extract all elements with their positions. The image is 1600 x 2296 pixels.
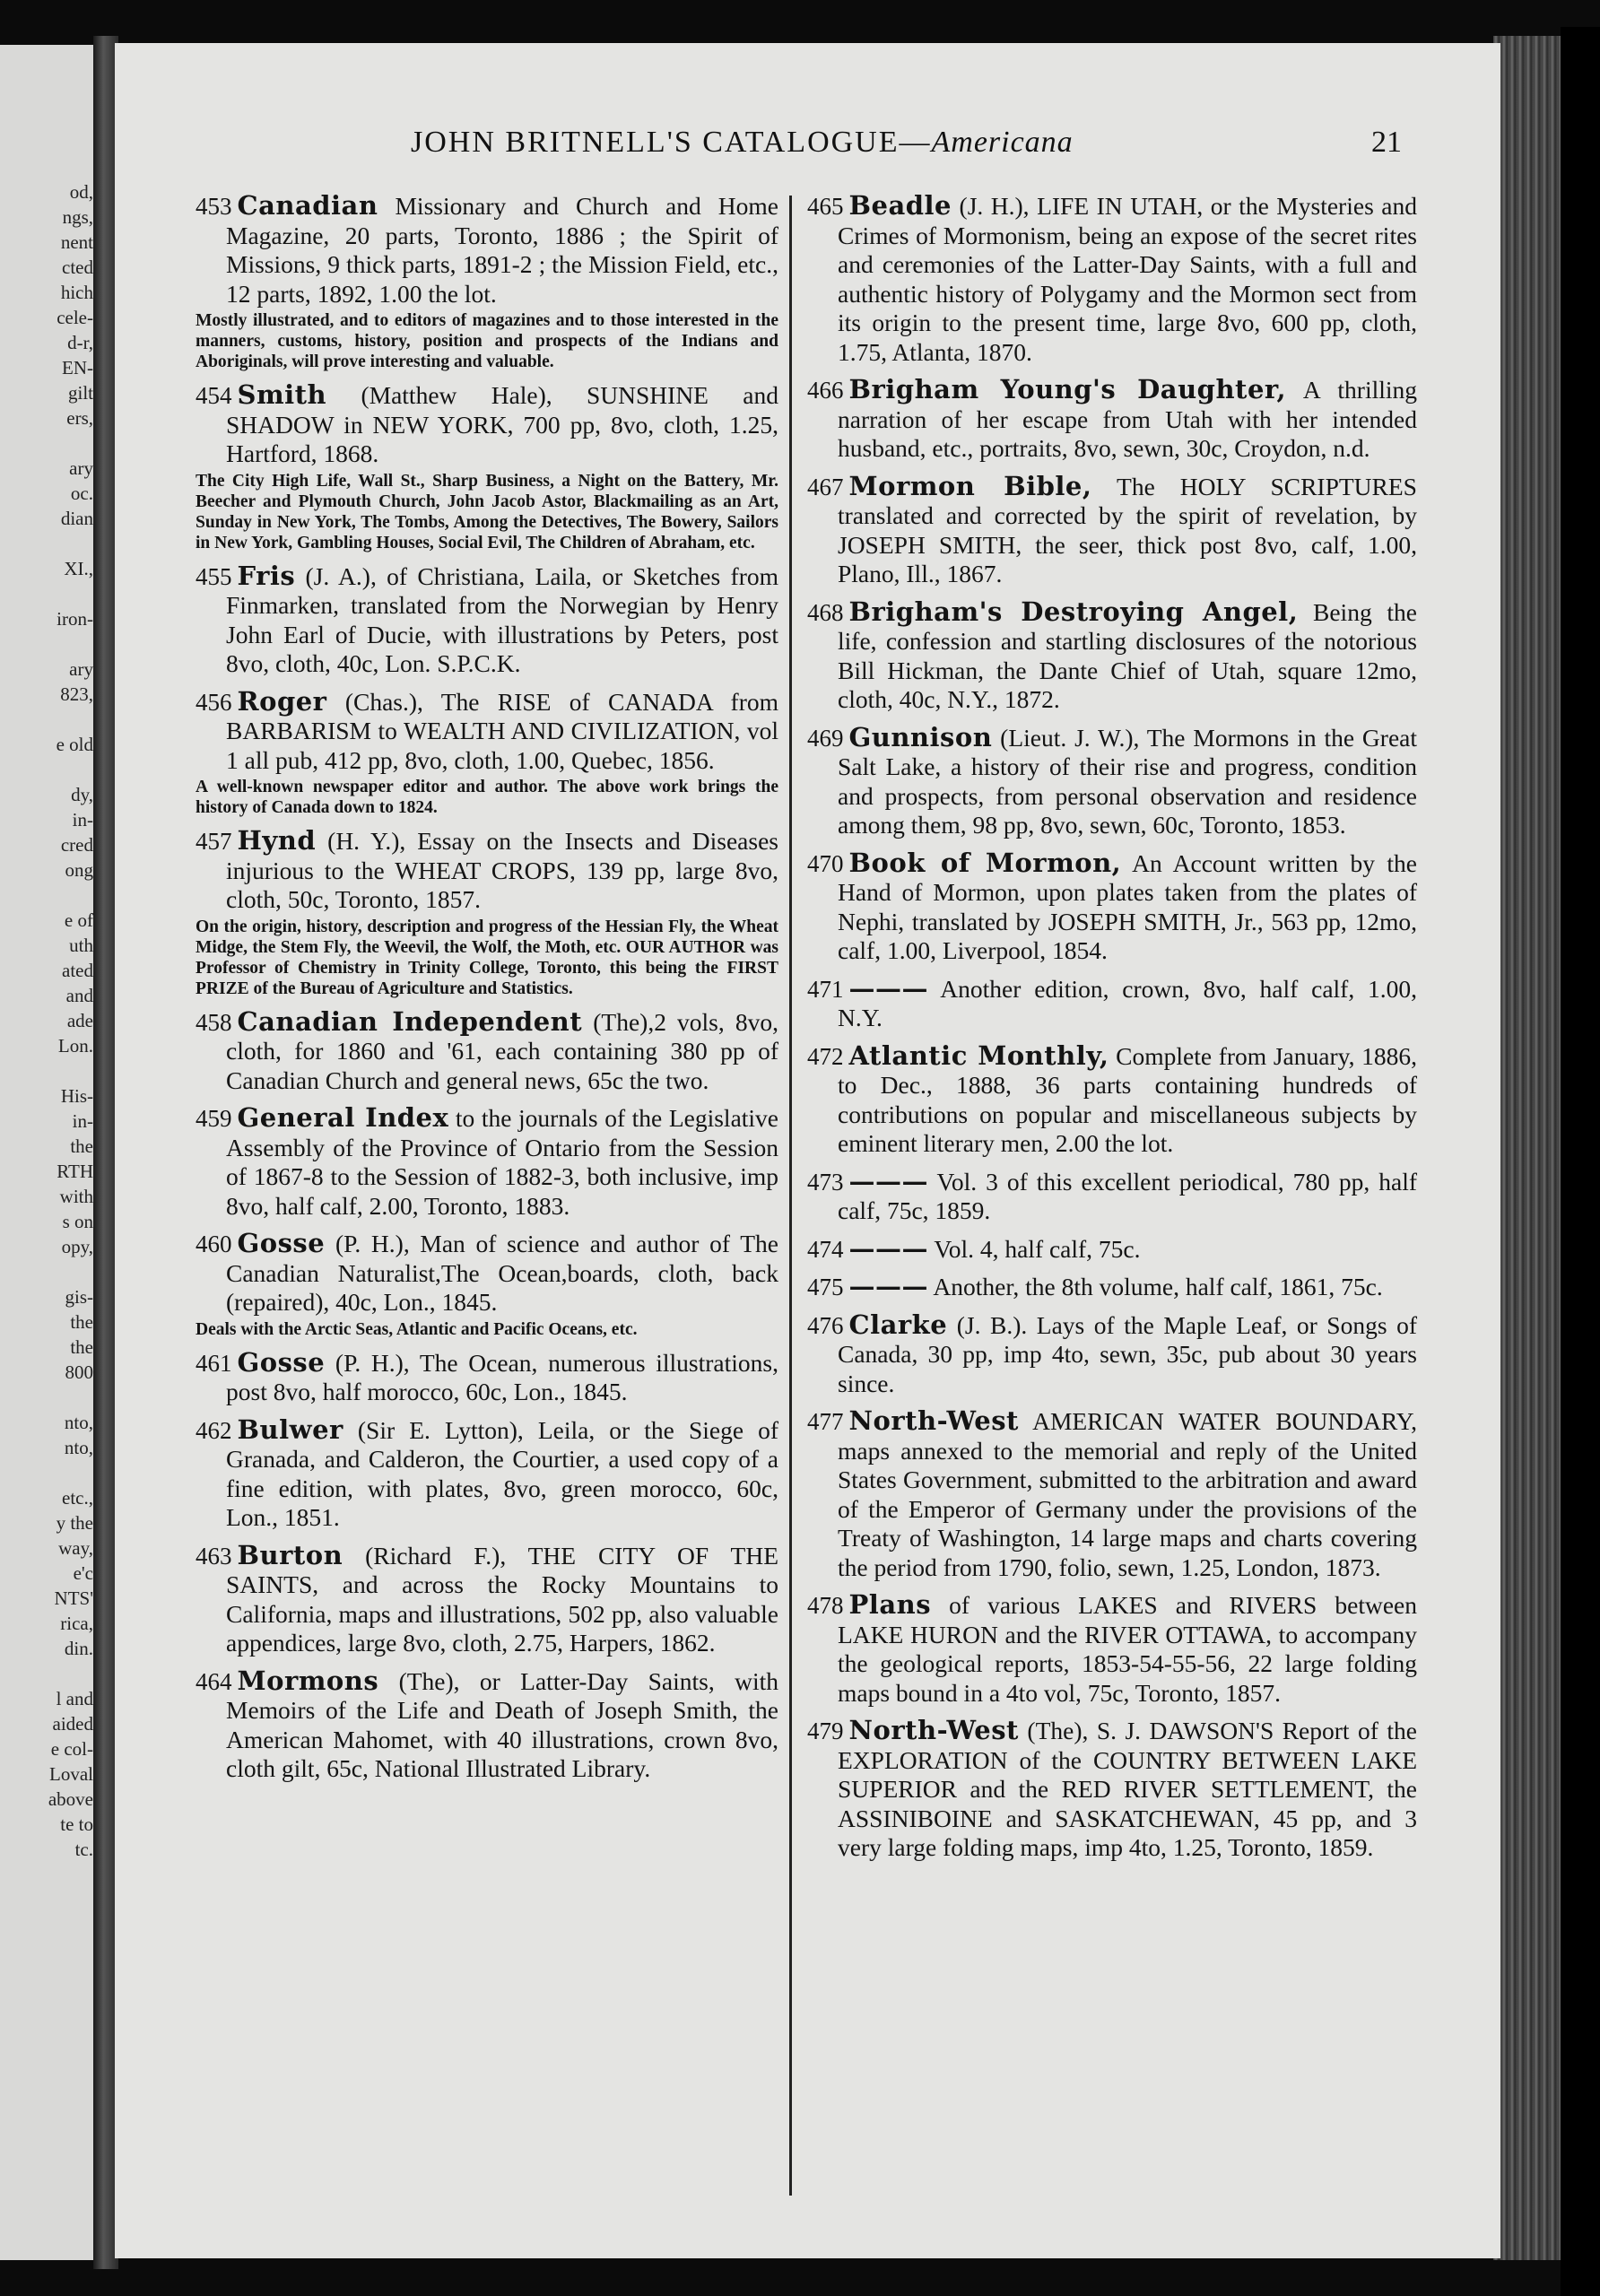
facing-page-fragment: ated [62, 960, 93, 981]
running-head-text: JOHN BRITNELL'S CATALOGUE— [411, 126, 932, 159]
catalogue-entry [196, 1348, 778, 1407]
facing-page-fragment: nto, [64, 1412, 93, 1433]
left-column [196, 191, 778, 1792]
facing-page-edge [0, 45, 99, 2260]
entry-number: 467 [807, 473, 844, 500]
entry-heading: Smith [237, 379, 327, 410]
page-stack-edge [1493, 36, 1565, 2260]
entry-note: A well-known newspaper editor and author. The above work brings the history of Canada down to 1824. [196, 778, 778, 817]
entry-number: 455 [196, 562, 232, 590]
facing-page-fragment: dian [60, 508, 93, 529]
facing-page-fragment: RTH [57, 1161, 93, 1182]
entry-body [196, 1103, 778, 1221]
catalogue-entry [196, 561, 778, 679]
entry-note: Deals with the Arctic Seas, Atlantic and Pacific Oceans, etc. [196, 1319, 638, 1339]
facing-page-fragment: XI., [64, 558, 93, 579]
entry-number: 473 [807, 1168, 844, 1196]
entry-description: of various LAKES and RIVERS between LAKE HURON and the RIVER OTTAWA, to accompany the geological reports, 1853-54-55-56, 22 large folding maps bound in a 4to vol, 75c, Toronto, 1857. [838, 1591, 1417, 1707]
facing-page-fragment: ngs, [62, 206, 93, 228]
entry-description: (H. Y.), Essay on the Insects and Diseases injurious to the WHEAT CROPS, 139 pp, large 8vo, cloth, 50c, Toronto, 1857. [226, 827, 779, 913]
entry-body [807, 1590, 1417, 1708]
column-divider [789, 196, 792, 2196]
catalogue-entry [807, 974, 1417, 1033]
entry-number: 457 [196, 828, 232, 855]
entry-body [807, 375, 1417, 464]
facing-page-fragment: rica, [60, 1613, 93, 1634]
entry-heading: Canadian [237, 190, 378, 221]
entry-heading: Bulwer [237, 1413, 343, 1445]
catalogue-entry [196, 191, 778, 372]
entry-body [807, 723, 1417, 840]
scan-background [1561, 27, 1600, 2296]
facing-page-fragment: e of [64, 909, 93, 931]
page-header [115, 117, 1500, 170]
entry-heading: ——— [848, 972, 928, 1004]
entry-heading: Atlantic Monthly, [848, 1039, 1109, 1071]
facing-page-fragment: EN- [62, 357, 93, 378]
entry-body [196, 1348, 778, 1407]
entry-number: 466 [807, 377, 844, 404]
facing-page-fragment [4, 707, 93, 732]
entry-heading: Gunnison [848, 721, 993, 752]
facing-page-fragment [4, 1058, 93, 1083]
entry-description: An Account written by the Hand of Mormon, upon plates taken from the plates of Nephi, translated by JOSEPH SMITH, Jr., 563 pp, 12mo, calf, 1.00, Liverpool, 1854. [838, 848, 1418, 964]
facing-page-fragment: gis- [65, 1286, 93, 1308]
facing-page-fragment: e'c [73, 1562, 93, 1584]
entry-heading: ——— [848, 1271, 928, 1301]
entry-heading: North-West [848, 1405, 1019, 1436]
entry-description: Missionary and Church and Home Magazine, 20 parts, Toronto, 1886 ; the Spirit of Missions, 9 thick parts, 1891-2 ; the Mission Field, etc., 12 parts, 1892, 1.00 the lot. [226, 192, 779, 308]
entry-heading: Book of Mormon, [848, 847, 1122, 878]
facing-page-fragment [4, 883, 93, 908]
entry-note: Mostly illustrated, and to editors of magazines and to those interested in the manners, customs, history, position and prospects of the Indians and Aboriginals, will prove interesting and valuable. [196, 311, 778, 371]
entry-description: (Sir E. Lytton), Leila, or the Siege of Granada, and Calderon, the Courtier, a used copy of a fine edition, with plates, 8vo, green morocco, 60c, Lon., 1851. [226, 1415, 779, 1531]
catalogue-entry [807, 1310, 1417, 1399]
entry-heading: ——— [848, 1232, 928, 1264]
page-number: 21 [1371, 126, 1402, 159]
facing-page-fragment: cele- [57, 307, 93, 328]
entry-body [807, 1272, 1417, 1302]
facing-page-fragment [4, 1661, 93, 1686]
entry-heading: Gosse [237, 1228, 326, 1258]
facing-page-fragment: above [48, 1788, 93, 1810]
entry-heading: Roger [237, 685, 327, 717]
facing-page-fragment: nent [60, 231, 93, 253]
entry-body [196, 1007, 778, 1096]
facing-page-fragment: din. [64, 1638, 93, 1659]
facing-page-fragment: His- [60, 1085, 93, 1107]
facing-page-fragment: aided [52, 1713, 93, 1735]
catalogue-page [115, 43, 1500, 2258]
facing-page-fragment: tc. [74, 1839, 93, 1860]
entry-description: to the journals of the Legislative Assembly of the Province of Ontario from the Session of 1867-8 to the Session of 1882-3, both inclusive, imp 8vo, half calf, 2.00, Toronto, 1883. [226, 1104, 779, 1220]
facing-page-fragment [4, 531, 93, 556]
catalogue-entry [196, 1007, 778, 1096]
entry-number: 475 [807, 1274, 844, 1300]
facing-page-fragment: e col- [50, 1738, 93, 1760]
entry-description: Being the life, confession and startling disclosures of the notorious Bill Hickman, the Dante Chief of Utah, square 12mo, cloth, 40c, N.Y., 1872. [838, 597, 1417, 713]
entry-number: 463 [196, 1542, 232, 1570]
right-column [807, 191, 1417, 1871]
facing-page-fragment: 800 [65, 1361, 93, 1383]
facing-page-fragment [4, 757, 93, 782]
entry-body [196, 1229, 778, 1318]
facing-page-fragment: ade [66, 1010, 93, 1031]
catalogue-entry [807, 848, 1417, 966]
facing-page-fragment: d-r, [67, 332, 93, 353]
catalogue-entry [807, 1234, 1417, 1265]
entry-body [807, 1041, 1417, 1159]
facing-page-fragment [4, 631, 93, 657]
entry-heading: Mormon Bible, [848, 470, 1092, 501]
facing-page-fragment: cted [62, 257, 93, 278]
entry-heading: ——— [848, 1165, 928, 1196]
facing-page-fragment: uth [69, 935, 93, 956]
entry-description: (The), or Latter-Day Saints, with Memoirs of the Life and Death of Joseph Smith, the American Mahomet, with 40 illustrations, crown 8vo, cloth gilt, 65c, National Illustrated Library. [226, 1666, 779, 1782]
facing-page-fragment: 823, [60, 683, 93, 705]
facing-page-fragment: the [70, 1336, 93, 1358]
catalogue-entry [196, 1103, 778, 1221]
entry-body [196, 561, 778, 679]
catalogue-entry [196, 687, 778, 819]
entry-number: 454 [196, 382, 232, 409]
entry-number: 478 [807, 1592, 844, 1619]
facing-page-fragment: ong [65, 859, 93, 881]
catalogue-entry [196, 1229, 778, 1340]
entry-number: 462 [196, 1416, 232, 1444]
entry-heading: Fris [237, 560, 296, 591]
entry-number: 453 [196, 193, 232, 220]
facing-page-fragment: ary [69, 658, 93, 680]
entry-description: Another, the 8th volume, half calf, 1861, 75c. [933, 1273, 1383, 1300]
entry-body [196, 1415, 778, 1533]
entry-description: Another edition, crown, 8vo, half calf, 1.00, N.Y. [838, 974, 1417, 1031]
entry-number: 456 [196, 688, 232, 716]
entry-heading: Burton [237, 1539, 343, 1570]
facing-page-fragment: l and [56, 1688, 93, 1709]
catalogue-entry [196, 1541, 778, 1658]
entry-number: 468 [807, 598, 844, 626]
facing-page-fragment: and [65, 985, 93, 1006]
entry-body [807, 472, 1417, 589]
entry-note: The City High Life, Wall St., Sharp Business, a Night on the Battery, Mr. Beecher and Plymouth Church, John Jacob Astor, Blackmailing as an Art, Sunday in New York, The Tombs, Among the Detectives, The Bowery, Sailors in New York, Gambling Houses, Social Evil, The Children of Abraham, etc. [196, 471, 778, 552]
entry-description: Vol. 3 of this excellent periodical, 780 pp, half calf, 75c, 1859. [838, 1167, 1417, 1224]
catalogue-entry [807, 1272, 1417, 1302]
entry-heading: North-West [848, 1715, 1019, 1745]
facing-page-fragment: nto, [64, 1437, 93, 1458]
entry-body [807, 1234, 1417, 1265]
entry-body [807, 848, 1417, 966]
facing-page-fragment: in- [72, 809, 93, 831]
catalogue-entry [807, 191, 1417, 367]
entry-number: 477 [807, 1408, 844, 1435]
facing-page-fragment: hich [60, 282, 93, 303]
entry-body [807, 1716, 1417, 1863]
facing-page-fragment: with [59, 1186, 93, 1207]
entry-heading: Gosse [237, 1346, 326, 1378]
entry-heading: Canadian Independent [237, 1005, 583, 1037]
entry-number: 459 [196, 1105, 232, 1132]
entry-description: Complete from January, 1886, to Dec., 1888, 36 parts containing hundreds of contributions on popular and miscellaneous subjects by eminent literary men, 2.00 the lot. [838, 1041, 1417, 1157]
entry-heading: Plans [848, 1589, 932, 1620]
facing-page-fragment: the [70, 1311, 93, 1333]
running-head [411, 126, 1074, 160]
entry-heading: Beadle [848, 190, 952, 221]
catalogue-entry [807, 1590, 1417, 1708]
entry-description: (Richard F.), THE CITY OF THE SAINTS, and across the Rocky Mountains to California, maps and illustrations, 502 pp, also valuable appendices, large 8vo, cloth, 2.75, Harpers, 1862. [226, 1541, 779, 1657]
entry-description: (Chas.), The RISE of CANADA from BARBARISM to WEALTH AND CIVILIZATION, vol 1 all pub, 412 pp, 8vo, cloth, 1.00, Quebec, 1856. [226, 687, 778, 774]
catalogue-entry [807, 1406, 1417, 1582]
facing-page-fragment: gilt [67, 382, 93, 404]
facing-page-fragment: NTS' [54, 1587, 93, 1609]
facing-page-fragment: Lon. [57, 1035, 93, 1057]
entry-number: 465 [807, 193, 844, 220]
entry-body [196, 687, 778, 776]
entry-description: (Lieut. J. W.), The Mormons in the Great Salt Lake, a history of their rise and progress, condition and prospects, from personal observation and residence among them, 98 pp, 8vo, sewn, 60c, Toronto, 1853. [838, 723, 1417, 839]
entry-number: 458 [196, 1008, 232, 1036]
facing-page-fragment: od, [69, 181, 93, 203]
entry-heading: Hynd [237, 825, 317, 856]
entry-body [196, 1541, 778, 1658]
entry-description: A thrilling narration of her escape from Utah with her intended husband, etc., portraits, 8vo, sewn, 30c, Croydon, n.d. [838, 376, 1418, 462]
facing-page-fragment: Loval [49, 1763, 93, 1785]
entry-description: (P. H.), Man of science and author of The Canadian Naturalist,The Ocean,boards, cloth, back (repaired), 40c, Lon., 1845. [226, 1230, 779, 1316]
facing-page-fragment [4, 1460, 93, 1485]
catalogue-entry [196, 1666, 778, 1784]
entry-description: Vol. 4, half calf, 75c. [934, 1234, 1141, 1263]
entry-number: 460 [196, 1231, 232, 1257]
catalogue-entry [807, 1167, 1417, 1226]
entry-body [807, 974, 1417, 1033]
entry-number: 464 [196, 1667, 232, 1695]
facing-page-fragment [4, 1385, 93, 1410]
entry-number: 474 [807, 1235, 844, 1263]
entry-heading: Mormons [237, 1665, 379, 1696]
facing-page-fragment: s on [62, 1211, 93, 1232]
facing-page-fragment: etc., [62, 1487, 93, 1509]
facing-page-fragment: oc. [70, 483, 93, 504]
entry-description: (Matthew Hale), SUNSHINE and SHADOW in NEW YORK, 700 pp, 8vo, cloth, 1.25, Hartford, 1868. [226, 381, 779, 467]
entry-note: On the origin, history, description and progress of the Hessian Fly, the Wheat Midge, the Stem Fly, the Weevil, the Wolf, the Moth, etc. OUR AUTHOR was Professor of Chemistry in Trinity College, Toronto, this being the FIRST PRIZE of the Bureau of Agriculture and Statistics. [196, 917, 778, 998]
entry-heading: Clarke [848, 1309, 948, 1340]
facing-page-fragment: way, [58, 1537, 93, 1559]
entry-number: 461 [196, 1349, 232, 1377]
facing-page-fragment [4, 1259, 93, 1284]
catalogue-entry [807, 597, 1417, 715]
entry-number: 469 [807, 724, 844, 752]
entry-heading: Brigham Young's Daughter, [848, 374, 1287, 404]
entry-body [196, 1666, 778, 1784]
entry-description: (The),2 vols, 8vo, cloth, for 1860 and '61, each containing 380 pp of Canadian Church and general news, 65c the two. [226, 1007, 778, 1094]
entry-body [807, 597, 1417, 715]
entry-number: 472 [807, 1042, 844, 1070]
entry-description: The HOLY SCRIPTURES translated and corrected by the spirit of revelation, by JOSEPH SMITH, the seer, thick post 8vo, calf, 1.00, Plano, Ill., 1867. [838, 472, 1417, 587]
facing-page-fragment: ary [69, 457, 93, 479]
facing-page-fragment: te to [60, 1813, 93, 1835]
entry-description: (J. B.). Lays of the Maple Leaf, or Songs of Canada, 30 pp, imp 4to, sewn, 35c, pub about 30 years since. [838, 1310, 1417, 1397]
entry-body [807, 1406, 1417, 1582]
entry-description: (J. A.), of Christiana, Laila, or Sketches from Finmarken, translated from the Norwegian by Henry John Earl of Ducie, with illustrations by Peters, post 8vo, cloth, 40c, Lon. S.P.C.K. [226, 561, 778, 677]
facing-page-fragment: the [70, 1135, 93, 1157]
facing-page-fragment [4, 581, 93, 606]
facing-page-fragment: cred [60, 834, 93, 856]
entry-body [196, 826, 778, 915]
facing-page-fragment: ers, [66, 407, 93, 429]
facing-page-fragment: y the [56, 1512, 93, 1534]
catalogue-entry [807, 1716, 1417, 1863]
facing-page-fragment: dy, [71, 784, 93, 805]
catalogue-entry [807, 723, 1417, 840]
entry-heading: Brigham's Destroying Angel, [848, 596, 1299, 627]
entry-body [196, 191, 778, 309]
catalogue-entry [807, 375, 1417, 464]
entry-heading: General Index [237, 1102, 449, 1133]
facing-page-fragment: iron- [57, 608, 93, 630]
catalogue-entry [807, 472, 1417, 589]
running-head-subject: Americana [931, 126, 1074, 159]
entry-description: (J. H.), LIFE IN UTAH, or the Mysteries and Crimes of Mormonism, being an expose of the secret rites and ceremonies of the Latter-Day Saints, with a full and authentic history of Polygamy and the Mormon sect from its origin to the present time, large 8vo, 600 pp, cloth, 1.75, Atlanta, 1870. [838, 192, 1417, 366]
facing-page-fragment: in- [72, 1110, 93, 1132]
entry-body [807, 1167, 1417, 1226]
facing-page-fragment [4, 430, 93, 456]
catalogue-entry [196, 826, 778, 999]
entry-number: 470 [807, 849, 844, 877]
facing-page-fragment: e old [56, 734, 93, 755]
entry-body [807, 191, 1417, 367]
catalogue-entry [807, 1041, 1417, 1159]
entry-description: (P. H.), The Ocean, numerous illustrations, post 8vo, half morocco, 60c, Lon., 1845. [226, 1348, 778, 1405]
entry-description: (The), S. J. DAWSON'S Report of the EXPLORATION of the COUNTRY BETWEEN LAKE SUPERIOR and the RED RIVER SETTLEMENT, the ASSINIBOINE and SASKATCHEWAN, 45 pp, and 3 very large folding maps, imp 4to, 1.25, Toronto, 1859. [838, 1717, 1417, 1861]
entry-number: 476 [807, 1311, 844, 1339]
entry-body [196, 380, 778, 469]
facing-page-text-fragments [4, 179, 93, 1862]
entry-body [807, 1310, 1417, 1399]
facing-page-fragment: opy, [61, 1236, 93, 1257]
entry-number: 471 [807, 975, 844, 1003]
catalogue-entry [196, 380, 778, 553]
catalogue-entry [196, 1415, 778, 1533]
entry-number: 479 [807, 1718, 844, 1744]
entry-description: AMERICAN WATER BOUNDARY, maps annexed to the memorial and reply of the United States Government, submitted to the arbitration and award of the Emperor of Germany under the provisions of the Treaty of Washington, 14 large maps and charts covering the period from 1790, folio, sewn, 1.25, London, 1873. [838, 1407, 1417, 1581]
